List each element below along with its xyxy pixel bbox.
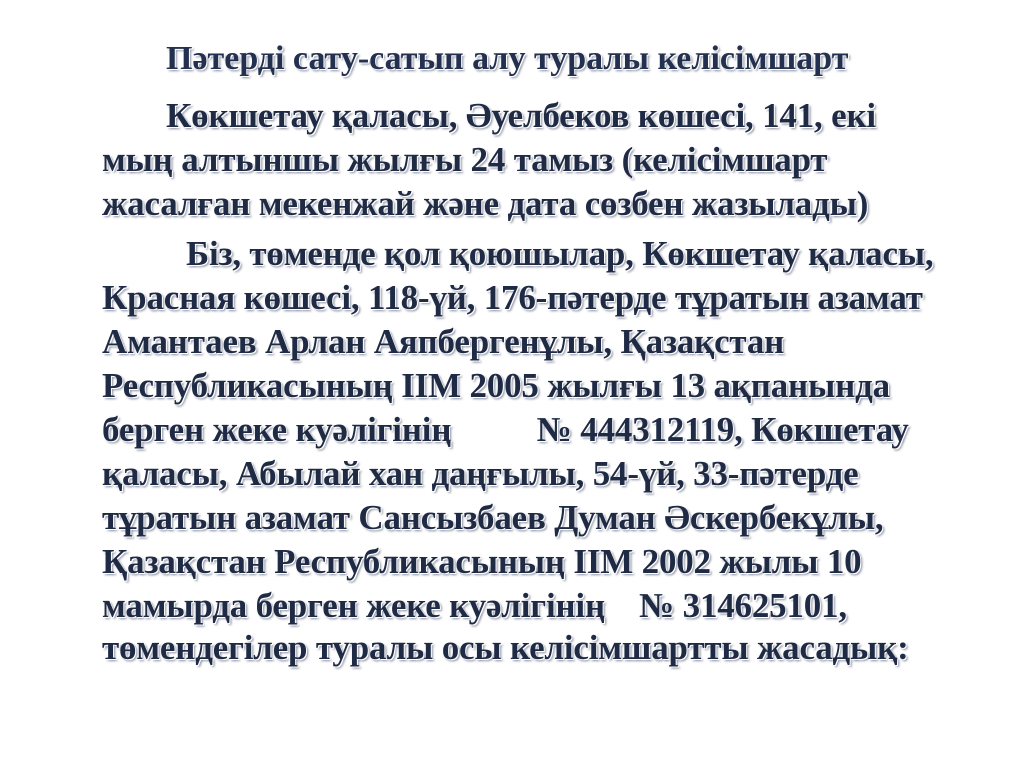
paragraph1-line-3: жасалған мекенжай және дата сөзбен жазылады) (102, 184, 869, 223)
paragraph1-line-2: мың алтыншы жылғы 24 тамыз (келісімшарт (102, 140, 828, 179)
paragraph2-line-2: Красная көшесі, 118-үй, 176-пәтерде тұратын азамат (102, 278, 923, 317)
document-title: Пәтерді сату-сатып алу туралы келісімшарт (166, 40, 849, 77)
paragraph2-line-3: Амантаев Арлан Аяпбергенұлы, Қазақстан (102, 322, 785, 361)
paragraph2-line-7: тұратын азамат Сансызбаев Думан Әскербекұлы, (102, 498, 884, 537)
paragraph2-line-8: Қазақстан Республикасының ІІМ 2002 жылы 10 (102, 542, 862, 581)
paragraph2-line-4: Республикасының ІІМ 2005 жылғы 13 ақпанында (102, 366, 890, 405)
paragraph2-line-10: төмендегілер туралы осы келісімшартты жасадық: (102, 628, 909, 667)
paragraph2-line-1: Біз, төменде қол қоюшылар, Көкшетау қаласы, (186, 234, 934, 273)
paragraph1-line-1: Көкшетау қаласы, Әуелбеков көшесі, 141, екі (166, 96, 876, 135)
paragraph2-line-9: мамырда берген жеке куәлігінің № 314625101, (102, 586, 847, 625)
paragraph2-line-5: берген жеке куәлігінің № 444312119, Көкшетау (102, 410, 909, 449)
paragraph2-line-6: қаласы, Абылай хан даңғылы, 54-үй, 33-пәтерде (102, 454, 859, 493)
